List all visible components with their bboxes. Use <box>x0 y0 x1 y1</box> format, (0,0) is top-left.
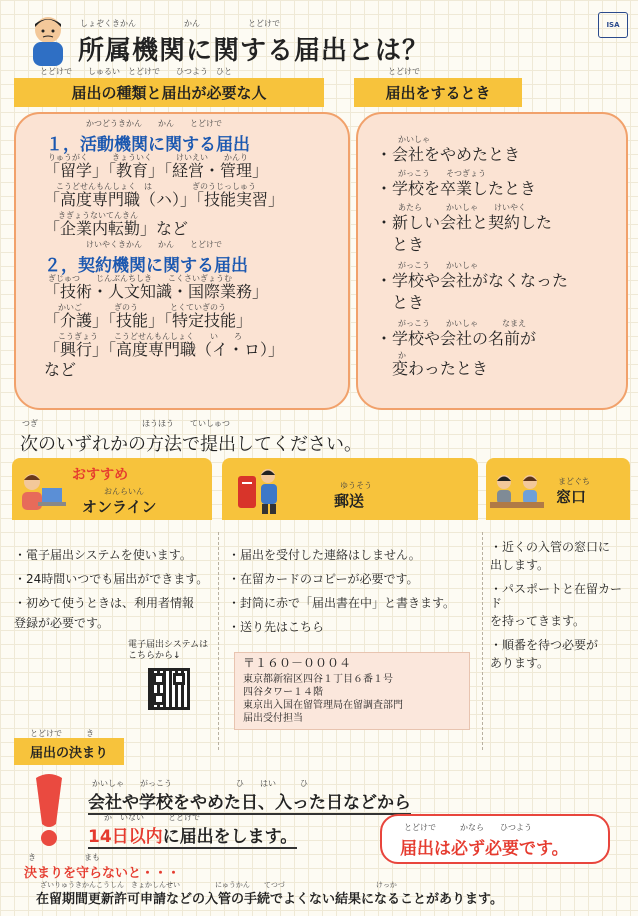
sec2-line-ruby: こうぎょう こうどせんもんしょく い ろ <box>58 332 242 341</box>
online-item: ・電子届出システムを使います。 <box>14 548 192 562</box>
when-ruby: がっこう かいしゃ なまえ <box>398 319 526 328</box>
mail-ruby: ゆうそう <box>340 481 372 490</box>
address-line: 届出受付担当 <box>243 713 303 724</box>
window-list <box>490 540 632 670</box>
when-ruby: がっこう そつぎょう <box>398 169 486 178</box>
rules-line2 <box>88 822 297 849</box>
when-list <box>376 134 626 378</box>
exclamation-icon <box>26 774 72 848</box>
when-ruby: あたら かいしゃ けいやく <box>398 203 526 212</box>
window-item: 出します。 <box>490 558 550 572</box>
sec2-ruby: けいやくきかん かん とどけで <box>86 240 222 249</box>
mail-address <box>234 652 470 730</box>
rules-line2-rest: に届出をします。 <box>162 827 298 847</box>
page-title: 所属機関に関する届出とは？ <box>78 36 430 66</box>
recommended-badge: おすすめ <box>72 467 129 483</box>
bottom-ruby: ざいりゅうきかんこうしん きょかしんせい にゅうかん てつづ けっか <box>40 881 397 889</box>
bubble-text: 届出は必ず必要です。 <box>400 839 569 859</box>
online-tab <box>12 458 212 520</box>
sec1-line: 「企業内転勤」など <box>44 219 189 238</box>
counter-staff-icon <box>490 470 544 514</box>
types-content <box>26 118 346 382</box>
sec2-line: 「技術・人文知識・国際業務」 <box>44 282 269 301</box>
window-item: ・パスポートと在留カード <box>490 582 623 610</box>
qr-finder <box>173 673 185 685</box>
sec1-line-ruby: こうどせんもんしょく は ぎのうじっしゅう <box>56 182 256 191</box>
when-ruby: か <box>398 351 406 360</box>
rules-tag: 届出の決まり <box>14 738 124 765</box>
when-item: ・新しい会社と契約した <box>376 213 553 232</box>
window-label: 窓口 <box>556 488 587 506</box>
address-line: 東京都新宿区四谷１丁目６番１号 <box>243 674 393 685</box>
qr-finder <box>153 693 165 705</box>
mail-item: ・封筒に赤で「届出書在中」と書きます。 <box>228 596 456 610</box>
when-item: ・会社をやめたとき <box>376 145 521 164</box>
postal-code: 〒１６０－０００４ <box>243 656 352 670</box>
isa-logo: ISA <box>598 12 628 38</box>
qr-code[interactable] <box>148 668 190 710</box>
mail-item: ・送り先はこちら <box>228 620 325 634</box>
window-item: ・近くの入管の窓口に <box>490 540 611 554</box>
online-item: ・24時間いつでも届出ができます。 <box>14 572 209 586</box>
methods-ruby: つぎ ほうほう ていしゅつ <box>22 419 230 428</box>
deadline-text: 14日以内 <box>88 827 163 847</box>
sec2-line: など <box>44 360 77 379</box>
rules-tag-ruby: とどけで き <box>30 729 94 738</box>
when-item: ・学校や会社がなくなった <box>376 271 569 290</box>
rules-line2-ruby: か いない とどけで <box>104 813 200 822</box>
window-item: ・順番を待つ必要が <box>490 638 599 652</box>
methods-heading: 次のいずれかの方法で提出してください。 <box>20 434 362 455</box>
right-tag-ruby: とどけで <box>388 67 420 76</box>
warn-ruby: き まも <box>28 853 100 862</box>
when-ruby: かいしゃ <box>398 135 430 144</box>
online-item: 登録が必要です。 <box>14 616 110 630</box>
when-item: ・学校を卒業したとき <box>376 179 537 198</box>
postbox-person-icon <box>236 466 280 516</box>
sec1-line: 「高度専門職（ハ）」「技能実習」 <box>44 190 285 209</box>
address-line: 東京出入国在留管理局在留調査部門 <box>243 700 403 711</box>
bubble-ruby: とどけで かなら ひつよう <box>404 823 532 832</box>
sec1-ruby: かつどうきかん かん とどけで <box>86 119 222 128</box>
sec1-line: 「留学」「教育」「経営・管理」 <box>44 161 269 180</box>
sec1-line-ruby: りゅうがく きょういく けいえい かんり <box>48 153 248 162</box>
online-item: ・初めて使うときは、利用者情報 <box>14 596 195 610</box>
address-line: 四谷タワー１４階 <box>243 687 323 698</box>
laptop-person-icon <box>18 472 66 512</box>
online-label: オンライン <box>82 498 157 516</box>
mail-label: 郵送 <box>334 492 365 510</box>
mail-list <box>228 548 480 644</box>
rules-line1: 会社や学校をやめた日、入った日などから <box>88 788 411 815</box>
mail-item: ・在留カードのコピーが必要です。 <box>228 572 419 586</box>
notice-bubble <box>380 814 610 864</box>
window-item: あります。 <box>490 656 550 670</box>
bottom-warning: 在留期間更新許可申請などの入管の手続でよくない結果になることがあります。 <box>36 892 503 907</box>
window-ruby: まどぐち <box>558 477 590 486</box>
divider <box>218 532 219 750</box>
online-list <box>14 548 218 640</box>
when-item: ・学校や会社の名前が <box>376 329 537 348</box>
mail-item: ・届出を受付した連絡はしません。 <box>228 548 421 562</box>
when-item: とき <box>376 235 425 254</box>
header-illustration <box>28 14 68 66</box>
title-ruby: しょぞくきかん かん とどけで <box>80 19 280 28</box>
left-tag-ruby: とどけで しゅるい とどけで ひつよう ひと <box>40 67 232 76</box>
when-item: 変わったとき <box>376 359 488 378</box>
mail-tab <box>222 458 478 520</box>
online-ruby: おんらいん <box>104 487 144 496</box>
window-item: を持ってきます。 <box>490 614 586 628</box>
sec2-line: 「介護」「技能」「特定技能」 <box>44 311 253 330</box>
qr-caption: 電子届出システムは こちらから↓ <box>128 640 209 661</box>
sec2-title: ２，契約機関に関する届出 <box>44 256 248 276</box>
types-tag: 届出の種類と届出が必要な人 <box>14 78 324 107</box>
window-tab <box>486 458 630 520</box>
sec2-line-ruby: ぎじゅつ じんぶんちしき こくさいぎょうむ <box>48 274 232 283</box>
when-ruby: がっこう かいしゃ <box>398 261 478 270</box>
sec2-line: 「興行」「高度専門職（イ・ロ）」 <box>44 340 285 359</box>
worried-person-icon <box>28 14 68 66</box>
sec1-title: １，活動機関に関する届出 <box>46 135 250 155</box>
divider <box>482 532 483 750</box>
when-item: とき <box>376 293 425 312</box>
qr-finder <box>153 673 165 685</box>
sec2-line-ruby: かいご ぎのう とくていぎのう <box>58 303 226 312</box>
rules-line1-ruby: かいしゃ がっこう ひ はい ひ <box>92 779 308 788</box>
when-tag: 届出をするとき <box>354 78 522 107</box>
sec1-line-ruby: きぎょうないてんきん <box>58 211 138 220</box>
warning-text: 決まりを守らないと・・・ <box>24 866 181 881</box>
